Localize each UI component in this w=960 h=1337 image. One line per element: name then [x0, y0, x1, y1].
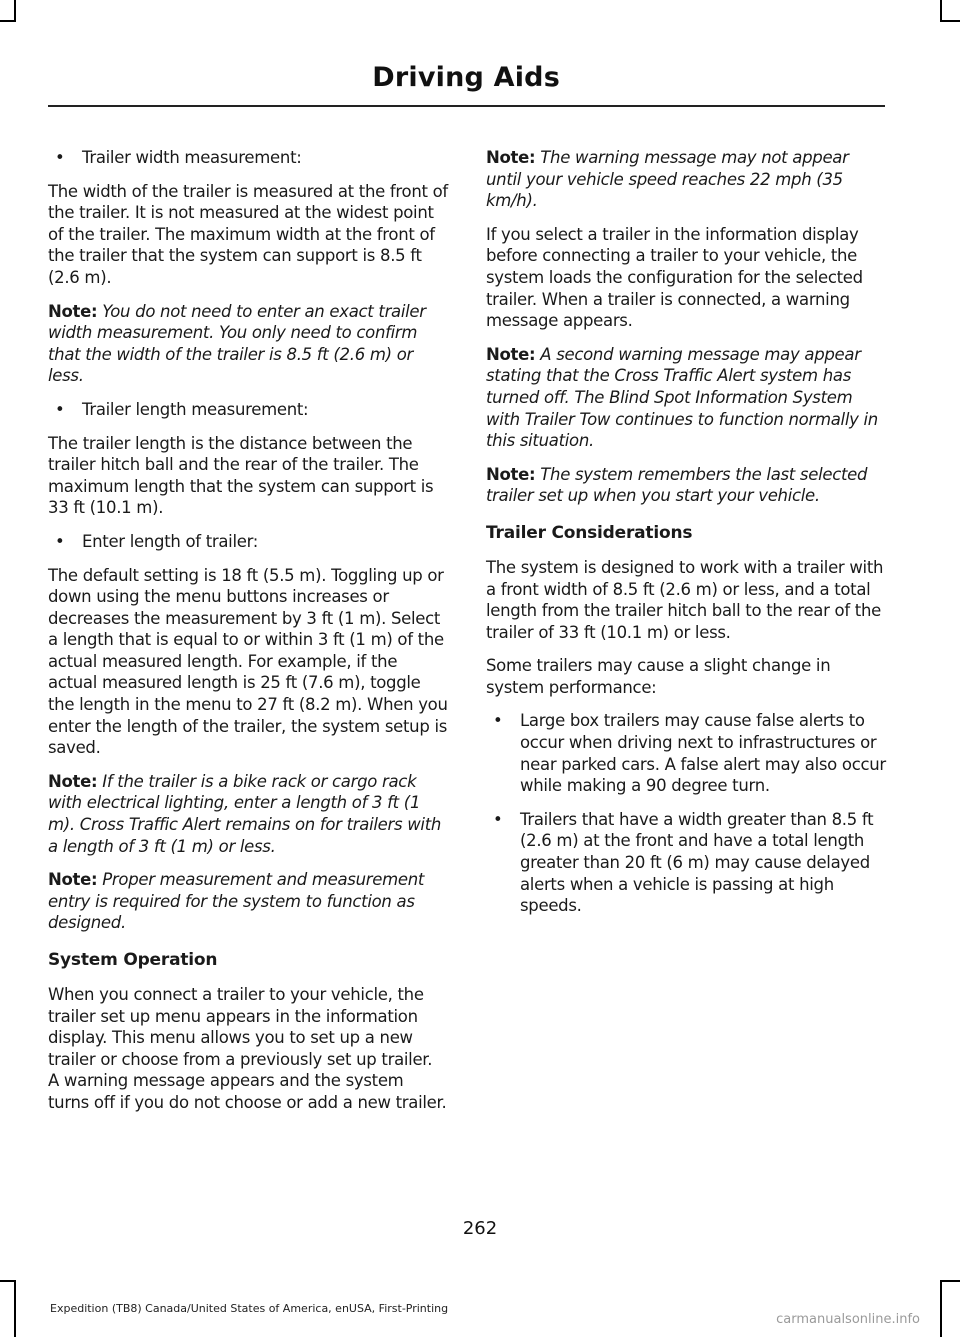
heading-system-operation: System Operation: [48, 950, 218, 970]
crop-mark-bottom-left-h: [0, 1280, 16, 1282]
left-column: [48, 147, 448, 1126]
bullet-enter-length: • Enter length of trailer:: [55, 531, 259, 551]
page-title: Driving Aids: [372, 62, 560, 93]
crop-mark-top-left-v: [14, 0, 16, 20]
note-bike-rack: Note: If the trailer is a bike rack or cargo rack with electrical lighting, enter a length of 3 ft (1 m). Cross Traffic Alert remains on for trailers with a length of 3 ft (1 m) or less.: [48, 771, 442, 856]
bullet-trailer-width: • Trailer width measurement:: [55, 148, 302, 167]
considerations-list: [486, 710, 886, 916]
note-warning-speed: Note: The warning message may not appear until your vehicle speed reaches 22 mph (35 km/h).: [486, 148, 849, 211]
header-rule: [48, 105, 885, 107]
bullet-trailer-length: • Trailer length measurement:: [55, 399, 309, 419]
note-width: Note: You do not need to enter an exact trailer width measurement. You only need to confirm that the width of the trailer is 8.5 ft (2.6 m) or less.: [48, 301, 426, 386]
watermark: carmanualsonline.info: [776, 1312, 920, 1327]
crop-mark-bottom-left-v: [14, 1280, 16, 1337]
crop-mark-bottom-right-v: [940, 1280, 942, 1337]
note-second-warning: Note: A second warning message may appear stating that the Cross Traffic Alert system has turned off. The Blind Spot Information System with Trailer Tow continues to function normally in this situation.: [486, 344, 878, 451]
crop-mark-bottom-right-h: [940, 1280, 960, 1282]
bullet-dot: •: [493, 809, 503, 829]
paragraph-length-info: The trailer length is the distance between the trailer hitch ball and the rear of the trailer. The maximum length that the system can support is 33 ft (10.1 m).: [48, 433, 434, 518]
paragraph-system-operation: When you connect a trailer to your vehicle, the trailer set up menu appears in the information display. This menu allows you to set up a new trailer or choose from a previously set up trailer. A warning message appears and the system turns off if you do not choose or add a new trailer.: [48, 985, 447, 1112]
bullet-dot: •: [55, 399, 65, 419]
note-proper-measurement: Note: Proper measurement and measurement entry is required for the system to function as designed.: [48, 870, 425, 933]
note-system-remembers: Note: The system remembers the last selected trailer set up when you start your vehicle.: [486, 464, 868, 506]
bullet-dot: •: [55, 148, 65, 167]
footer-text: Expedition (TB8) Canada/United States of America, enUSA, First-Printing: [50, 1302, 449, 1315]
crop-mark-top-left-h: [0, 20, 16, 22]
crop-mark-top-right-h: [940, 20, 960, 22]
list-item: • Large box trailers may cause false alerts to occur when driving next to infrastructures or near parked cars. A false alert may also occur while making a 90 degree turn.: [493, 711, 886, 796]
bullet-dot: •: [493, 711, 503, 731]
paragraph-default-setting: The default setting is 18 ft (5.5 m). Toggling up or down using the menu buttons increases or decreases the measurement by 3 ft (1 m). Select a length that is equal to or within 3 ft (1 m) of the actual measured length. For example, if the actual measured length is 25 ft (7.6 m), toggle the length in the menu to 27 ft (8.2 m). When you enter the length of the trailer, the system setup is saved.: [48, 565, 448, 758]
paragraph-some-trailers: Some trailers may cause a slight change in system performance:: [486, 656, 831, 697]
crop-mark-top-right-v: [940, 0, 942, 20]
paragraph-width-info: The width of the trailer is measured at the front of the trailer. It is not measured at the widest point of the trailer. The maximum width at the front of the trailer that the system can support is 8.5 ft (2.6 m).: [48, 181, 448, 287]
heading-trailer-considerations: Trailer Considerations: [486, 522, 693, 543]
right-column: [486, 147, 886, 929]
page-number: 262: [462, 1218, 498, 1239]
list-item: • Trailers that have a width greater than 8.5 ft (2.6 m) at the front and have a total length greater than 20 ft (6 m) may cause delayed alerts when a vehicle is passing at high speeds.: [493, 809, 874, 916]
bullet-dot: •: [55, 531, 65, 551]
paragraph-system-designed: The system is designed to work with a trailer with a front width of 8.5 ft (2.6 m) or less, and a total length from the trailer hitch ball to the rear of the trailer of 33 ft (10.1 m) or less.: [486, 557, 884, 642]
paragraph-select-trailer: If you select a trailer in the information display before connecting a trailer to your vehicle, the system loads the configuration for the selected trailer. When a trailer is connected, a warning message appears.: [486, 224, 863, 331]
